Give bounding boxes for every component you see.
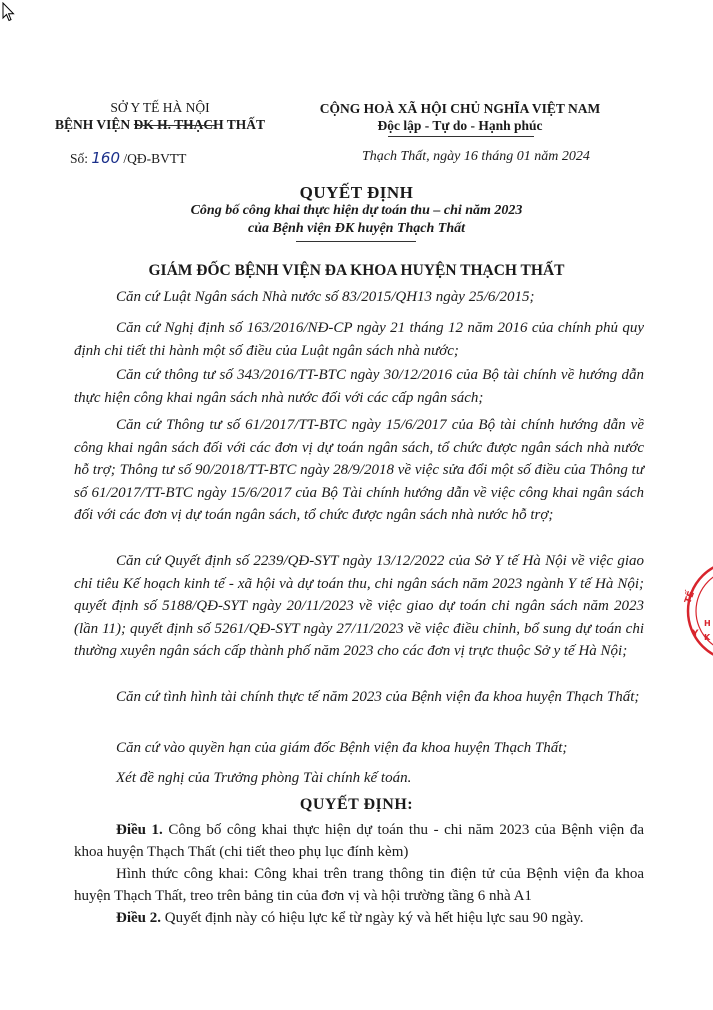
basis-5: Căn cứ Quyết định số 2239/QĐ-SYT ngày 13/12/2022 của Sở Y tế Hà Nội về việc giao chỉ tiêu Kế hoạch kinh tế - xã hội và dự toán thu, chi ngân sách năm 2023 ngành Y tế Hà Nội; quyết định số 5188/QĐ-SYT ngày 20/11/2023 về việc giao dự toán chi ngân sách năm 2023 (lần 11); quyết định số 5261/QĐ-SYT ngày 27/11/2023 về việc điều chỉnh, bổ sung dự toán chi thường xuyên ngân sách cấp thành phố năm 2023 cho các đơn vị trực thuộc Sở y tế Hà Nội; (74, 553, 644, 659)
number-prefix: Số: (70, 151, 89, 166)
document-number (70, 149, 186, 167)
header-left-rule (135, 125, 215, 126)
national-motto: Độc lập - Tự do - Hạnh phúc (377, 118, 543, 133)
issuing-authority: GIÁM ĐỐC BỆNH VIỆN ĐA KHOA HUYỆN THẠCH THẤT (148, 262, 565, 279)
document-title: QUYẾT ĐỊNH (299, 183, 414, 202)
motto-underline (388, 136, 534, 137)
hospital-name: BỆNH VIỆN ĐK H. THẠCH THẤT (54, 117, 266, 132)
article-2-label: Điều 2. (116, 910, 161, 926)
number-handwritten: 160 (91, 149, 121, 167)
date-line: Thạch Thất, ngày 16 tháng 01 năm 2024 (362, 149, 590, 164)
number-suffix: /QĐ-BVTT (123, 151, 187, 166)
article-1-form: Hình thức công khai: Công khai trên trang thông tin điện tử của Bệnh viện đa khoa huyện Thạch Thất, treo trên bảng tin của đơn vị và hội trường tầng 6 nhà A1 (74, 866, 644, 904)
decision-heading: QUYẾT ĐỊNH: (299, 796, 414, 813)
basis-6: Căn cứ tình hình tài chính thực tế năm 2023 của Bệnh viện đa khoa huyện Thạch Thất; (116, 689, 640, 705)
basis-4: Căn cứ Thông tư số 61/2017/TT-BTC ngày 15/6/2017 của Bộ tài chính hướng dẫn về công khai ngân sách đối với các đơn vị dự toán ngân sách, tổ chức được ngân sách nhà nước hỗ trợ; Thông tư số 90/2018/TT-BTC ngày 28/9/2018 về việc sửa đổi một số điều của Thông tư số 61/2017/TT-BTC ngày 15/6/2017 của Bộ Tài chính hướng dẫn về việc công khai ngân sách đối với các đơn vị dự toán ngân sách, tổ chức được ngân sách nhà nước hỗ trợ; (74, 417, 644, 523)
basis-7: Căn cứ vào quyền hạn của giám đốc Bệnh viện đa khoa huyện Thạch Thất; (116, 740, 568, 756)
svg-text:K: K (704, 633, 711, 642)
title-subtitle-2: của Bệnh viện ĐK huyện Thạch Thất (247, 221, 466, 236)
article-1-text: Công bố công khai thực hiện dự toán thu - chi năm 2023 của Bệnh viện đa khoa huyện Thạch Thất (chi tiết theo phụ lục đính kèm) (74, 822, 645, 860)
nation-name: CỘNG HOÀ XÃ HỘI CHỦ NGHĨA VIỆT NAM (319, 101, 601, 116)
article-1-label: Điều 1. (116, 822, 163, 838)
basis-3: Căn cứ thông tư số 343/2016/TT-BTC ngày 30/12/2016 của Bộ tài chính về hướng dẫn thực hiện công khai ngân sách nhà nước đối với các cấp ngân sách; (74, 367, 644, 406)
basis-1: Căn cứ Luật Ngân sách Nhà nước số 83/2015/QH13 ngày 25/6/2015; (116, 289, 535, 305)
article-1 (74, 819, 644, 863)
article-2-text: Quyết định này có hiệu lực kể từ ngày ký và hết hiệu lực sau 90 ngày. (161, 910, 584, 926)
basis-2: Căn cứ Nghị định số 163/2016/NĐ-CP ngày 21 tháng 12 năm 2016 của chính phủ quy định chi tiết thi hành một số điều của Luật ngân sách nhà nước; (74, 320, 644, 359)
article-2 (74, 907, 644, 929)
title-subtitle-1: Công bố công khai thực hiện dự toán thu – chi năm 2023 (190, 203, 523, 218)
svg-text:Y: Y (692, 629, 699, 639)
svg-text:TẾ: TẾ (683, 590, 698, 606)
basis-8: Xét đề nghị của Trưởng phòng Tài chính kế toán. (116, 770, 412, 786)
svg-text:H: H (704, 619, 711, 628)
official-stamp-icon (676, 556, 713, 666)
department-name: SỞ Y TẾ HÀ NỘI (110, 100, 210, 115)
mouse-cursor-icon (2, 2, 16, 22)
title-underline (296, 241, 416, 242)
